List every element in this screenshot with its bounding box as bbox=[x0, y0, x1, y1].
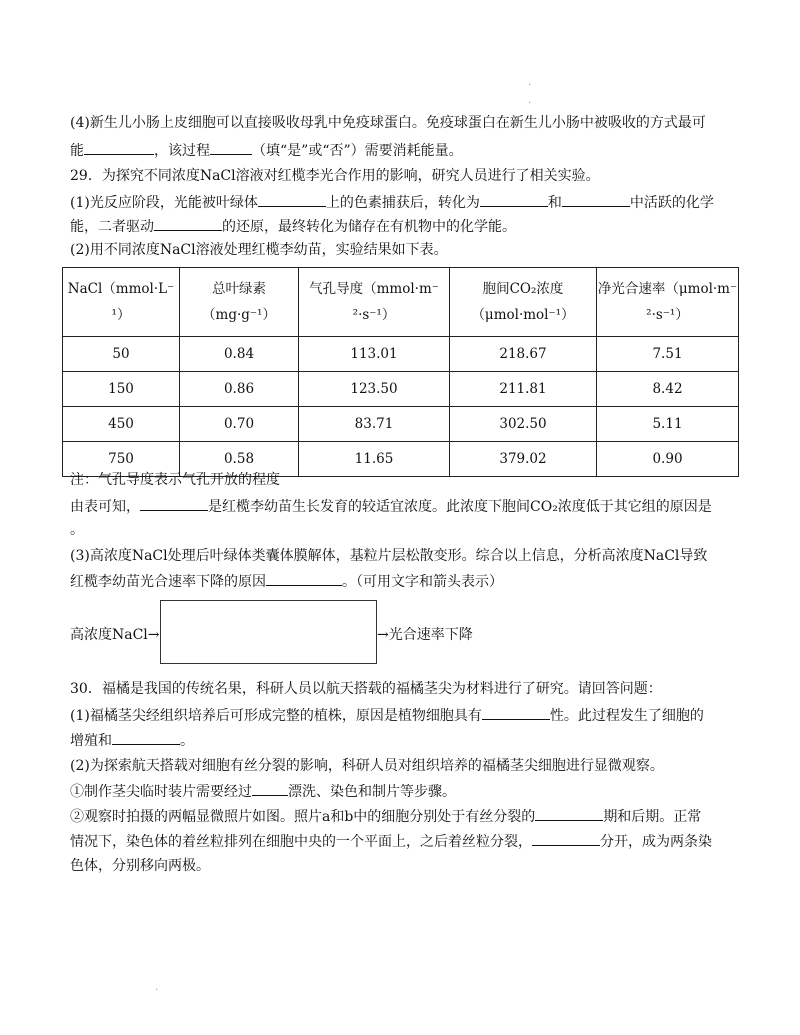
answer-blank[interactable] bbox=[480, 192, 548, 207]
q29-part1-line2: 能，二者驱动 的还原，最终转化为储存在有机物中的化学能。 bbox=[70, 216, 740, 237]
diagram-end-label: →光合速率下降 bbox=[377, 627, 473, 643]
table-cell: 0.70 bbox=[180, 407, 299, 442]
table-cell: 150 bbox=[63, 372, 180, 407]
results-table bbox=[62, 267, 739, 477]
table-row bbox=[63, 407, 739, 442]
table-cell: 0.58 bbox=[180, 442, 299, 477]
q29-analysis-line1: 由表可知， 是红榄李幼苗生长发育的较适宜浓度。此浓度下胞间CO₂浓度低于其它组的原因是 bbox=[70, 496, 740, 517]
table-cell: 123.50 bbox=[299, 372, 450, 407]
table-cell: 50 bbox=[63, 337, 180, 372]
table-cell: 218.67 bbox=[450, 337, 597, 372]
table-header-cell: NaCl（mmol·L⁻ ¹） bbox=[63, 268, 180, 337]
table-cell: 211.81 bbox=[450, 372, 597, 407]
answer-blank[interactable] bbox=[84, 140, 154, 155]
answer-blank[interactable] bbox=[258, 192, 326, 207]
q28-part4-line1: (4)新生儿小肠上皮细胞可以直接吸收母乳中免疫球蛋白。免疫球蛋白在新生儿小肠中被吸收的方式最可 bbox=[70, 115, 706, 131]
table-cell: 5.11 bbox=[597, 407, 739, 442]
table-header-cell: 总叶绿素 （mg·g⁻¹） bbox=[180, 268, 299, 337]
table-cell: 750 bbox=[63, 442, 180, 477]
table-cell: 11.65 bbox=[299, 442, 450, 477]
q30-part2-step2-line2: 情况下，染色体的着丝粒排列在细胞中央的一个平面上，之后着丝粒分裂， 分开，成为两条染 bbox=[70, 831, 740, 852]
answer-blank[interactable] bbox=[210, 140, 252, 155]
answer-blank[interactable] bbox=[562, 192, 630, 207]
q28-part4-line2: 能 ，该过程 （填“是”或“否”）需要消耗能量。 bbox=[70, 140, 740, 161]
table-header-row bbox=[63, 268, 739, 337]
answer-blank[interactable] bbox=[535, 806, 603, 821]
q30-part2-step2-line1: ②观察时拍摄的两幅显微照片如图。照片a和b中的细胞分别处于有丝分裂的 期和后期。正常 bbox=[70, 806, 740, 827]
diagram-answer-box[interactable] bbox=[160, 600, 377, 664]
answer-blank[interactable] bbox=[154, 216, 222, 231]
table-row bbox=[63, 337, 739, 372]
table-row bbox=[63, 372, 739, 407]
q29-part1-line1: (1)光反应阶段，光能被叶绿体 上的色素捕获后，转化为 和 中活跃的化学 bbox=[70, 192, 740, 213]
table-cell: 7.51 bbox=[597, 337, 739, 372]
table-cell: 0.86 bbox=[180, 372, 299, 407]
q29-part2: (2)用不同浓度NaCl溶液处理红榄李幼苗，实验结果如下表。 bbox=[70, 242, 448, 258]
q30-part2-step1: ①制作茎尖临时装片需要经过 漂洗、染色和制片等步骤。 bbox=[70, 781, 740, 802]
table-cell: 302.50 bbox=[450, 407, 597, 442]
scan-dot: · bbox=[155, 985, 159, 996]
q29-analysis-line2: 。 bbox=[70, 522, 84, 538]
diagram-start-label: 高浓度NaCl→ bbox=[70, 627, 160, 643]
q29-title: 29．为探究不同浓度NaCl溶液对红榄李光合作用的影响，研究人员进行了相关实验。 bbox=[70, 168, 600, 184]
table-cell: 113.01 bbox=[299, 337, 450, 372]
answer-blank[interactable] bbox=[140, 496, 208, 511]
scan-dot: · bbox=[528, 98, 532, 109]
q30-title: 30．福橘是我国的传统名果，科研人员以航天搭载的福橘茎尖为材料进行了研究。请回答问题： bbox=[70, 681, 662, 697]
table-cell: 8.42 bbox=[597, 372, 739, 407]
table-cell: 379.02 bbox=[450, 442, 597, 477]
answer-blank[interactable] bbox=[532, 831, 600, 846]
q30-part1-line1: (1)福橘茎尖经组织培养后可形成完整的植株，原因是植物细胞具有 性。此过程发生了细胞的 bbox=[70, 705, 740, 726]
table-header-cell: 胞间CO₂浓度 （μmol·mol⁻¹） bbox=[450, 268, 597, 337]
answer-blank[interactable] bbox=[266, 571, 342, 586]
answer-blank[interactable] bbox=[112, 730, 180, 745]
q29-part3-line2: 红榄李幼苗光合速率下降的原因 。（可用文字和箭头表示） bbox=[70, 571, 740, 592]
table-cell: 450 bbox=[63, 407, 180, 442]
table-note: 注：气孔导度表示气孔开放的程度 bbox=[70, 472, 280, 488]
table-header-cell: 净光合速率（μmol·m⁻ ²·s⁻¹） bbox=[597, 268, 739, 337]
q30-part2: (2)为探索航天搭载对细胞有丝分裂的影响，科研人员对组织培养的福橘茎尖细胞进行显微观察。 bbox=[70, 758, 664, 774]
table-cell: 83.71 bbox=[299, 407, 450, 442]
answer-blank[interactable] bbox=[252, 781, 288, 796]
table-header-cell: 气孔导度（mmol·m⁻ ²·s⁻¹） bbox=[299, 268, 450, 337]
scan-dot: · bbox=[528, 80, 532, 91]
answer-blank[interactable] bbox=[482, 705, 550, 720]
q30-part1-line2: 增殖和 。 bbox=[70, 730, 740, 751]
table-cell: 0.90 bbox=[597, 442, 739, 477]
q29-part3-line1: (3)高浓度NaCl处理后叶绿体类囊体膜解体，基粒片层松散变形。综合以上信息，分析高浓度NaCl导致 bbox=[70, 548, 708, 564]
table-cell: 0.84 bbox=[180, 337, 299, 372]
q30-part2-step2-line3: 色体，分别移向两极。 bbox=[70, 858, 210, 874]
